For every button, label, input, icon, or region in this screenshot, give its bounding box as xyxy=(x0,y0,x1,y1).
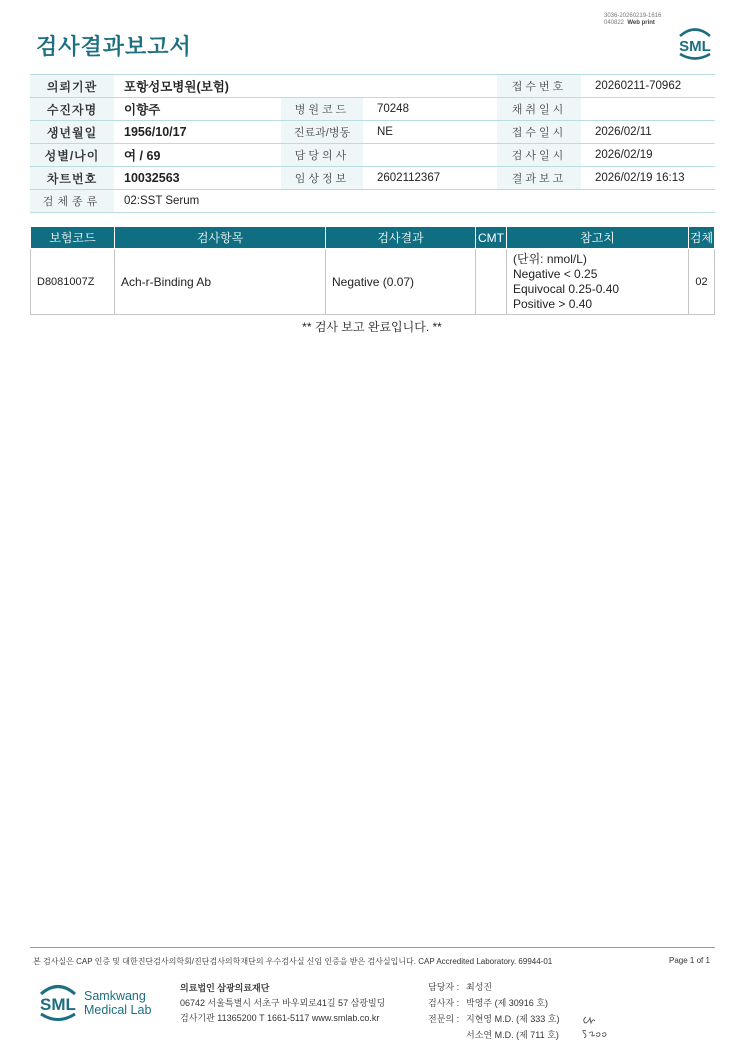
lab-name-line1: Samkwang xyxy=(84,989,146,1003)
reference-negative: Negative < 0.25 xyxy=(513,266,598,281)
org-address: 06742 서울특별시 서초구 바우뫼로41길 57 삼광빌딩 xyxy=(180,998,386,1008)
label-collection-date: 채취일시 xyxy=(497,98,581,121)
staff-row xyxy=(428,995,559,1011)
header-specimen: 검체 xyxy=(689,227,715,249)
value-hospital-code: 70248 xyxy=(363,98,497,121)
lab-name xyxy=(84,989,151,1017)
patient-info-table xyxy=(30,74,715,213)
cell-test-item: Ach-r-Binding Ab xyxy=(115,249,326,315)
footer-logo-icon xyxy=(36,981,80,1025)
print-code: 040822 xyxy=(604,20,625,26)
cell-insurance-code: D8081007Z xyxy=(31,249,115,315)
staff-role: 전문의 : xyxy=(428,1014,460,1024)
cell-reference xyxy=(507,249,689,315)
info-row xyxy=(30,167,715,190)
label-receipt-number: 접수번호 xyxy=(497,75,581,98)
staff-row xyxy=(428,979,559,995)
value-patient-name: 이향주 xyxy=(114,98,281,121)
label-department: 진료과/병동 xyxy=(281,121,363,144)
value-sex-age: 여 / 69 xyxy=(114,144,281,167)
footer-logo xyxy=(36,981,80,1030)
info-row xyxy=(30,190,715,213)
print-info xyxy=(604,20,661,27)
header-insurance-code: 보험코드 xyxy=(31,227,115,249)
sml-logo-icon xyxy=(676,25,714,61)
label-clinical-info: 임상정보 xyxy=(281,167,363,190)
staff-name: 최성진 xyxy=(466,982,493,992)
info-row xyxy=(30,75,715,98)
org-info xyxy=(180,981,385,1026)
label-doctor: 담당의사 xyxy=(281,144,363,167)
reference-unit: (단위: nmol/L) xyxy=(513,251,587,266)
label-chart-number: 차트번호 xyxy=(30,167,114,190)
label-receipt-date: 접수일시 xyxy=(497,121,581,144)
label-requesting-org: 의뢰기관 xyxy=(30,75,114,98)
info-row xyxy=(30,144,715,167)
label-hospital-code: 병원코드 xyxy=(281,98,363,121)
value-receipt-number: 20260211-70962 xyxy=(581,75,715,98)
value-chart-number: 10032563 xyxy=(114,167,281,190)
cell-test-result: Negative (0.07) xyxy=(326,249,476,315)
staff-row xyxy=(428,1027,559,1043)
value-receipt-date: 2026/02/11 xyxy=(581,121,715,144)
info-row xyxy=(30,98,715,121)
label-test-date: 검사일시 xyxy=(497,144,581,167)
value-birth-date: 1956/10/17 xyxy=(114,121,281,144)
value-collection-date xyxy=(581,98,715,121)
value-specimen-type: 02:SST Serum xyxy=(114,190,715,213)
staff-list xyxy=(428,979,559,1043)
staff-role: 검사자 : xyxy=(428,998,460,1008)
document-id-number: 3036-20260219-1616 xyxy=(604,13,662,19)
label-specimen-type: 검체종류 xyxy=(30,190,114,213)
label-birth-date: 생년월일 xyxy=(30,121,114,144)
reference-positive: Positive > 0.40 xyxy=(513,296,593,311)
completion-message: ** 검사 보고 완료입니다. ** xyxy=(302,320,442,334)
sml-logo-text: SML xyxy=(679,38,711,55)
org-contact: 검사기관 11365200 T 1661-5117 www.smlab.co.kr xyxy=(180,1013,380,1023)
value-doctor xyxy=(363,144,497,167)
label-sex-age: 성별/나이 xyxy=(30,144,114,167)
signature-image xyxy=(578,1008,612,1045)
report-title: 검사결과보고서 xyxy=(36,34,192,59)
label-patient-name: 수진자명 xyxy=(30,98,114,121)
org-name: 의료법인 삼광의료재단 xyxy=(180,983,270,993)
header-test-item: 검사항목 xyxy=(115,227,326,249)
document-id xyxy=(604,13,661,27)
value-clinical-info: 2602112367 xyxy=(363,167,497,190)
staff-role: 담당자 : xyxy=(428,982,460,992)
lab-name-line2: Medical Lab xyxy=(84,1003,152,1017)
reference-equivocal: Equivocal 0.25-0.40 xyxy=(513,281,620,296)
value-test-date: 2026/02/19 xyxy=(581,144,715,167)
handwritten-signature xyxy=(578,1008,612,1040)
staff-name: 서소연 M.D. (제 711 호) xyxy=(466,1030,559,1040)
print-label: Web print xyxy=(627,20,655,26)
staff-row xyxy=(428,1011,559,1027)
label-result-report: 결과보고 xyxy=(497,167,581,190)
page-number: Page 1 of 1 xyxy=(669,956,710,965)
value-result-report: 2026/02/19 16:13 xyxy=(581,167,715,190)
table-row xyxy=(31,249,715,315)
header-cmt: CMT xyxy=(476,227,507,249)
results-header-row xyxy=(31,227,715,249)
cell-cmt xyxy=(476,249,507,315)
footer-logo-text: SML xyxy=(40,995,76,1014)
staff-name: 지현영 M.D. (제 333 호) xyxy=(466,1014,560,1024)
footer-divider xyxy=(30,947,715,948)
accreditation-note: 본 검사실은 CAP 인증 및 대한진단검사의학회/진단검사의학재단의 우수검사실 신임 인증을 받은 검사실입니다. CAP Accredited Laboratory. 69944-01 xyxy=(33,957,553,966)
sml-logo xyxy=(676,25,714,66)
info-row xyxy=(30,121,715,144)
header-reference: 참고치 xyxy=(507,227,689,249)
results-table xyxy=(30,226,715,315)
cell-specimen: 02 xyxy=(689,249,715,315)
header-test-result: 검사결과 xyxy=(326,227,476,249)
staff-name: 박영주 (제 30916 호) xyxy=(466,998,548,1008)
value-department: NE xyxy=(363,121,497,144)
value-requesting-org: 포항성모병원(보험) xyxy=(114,75,497,98)
